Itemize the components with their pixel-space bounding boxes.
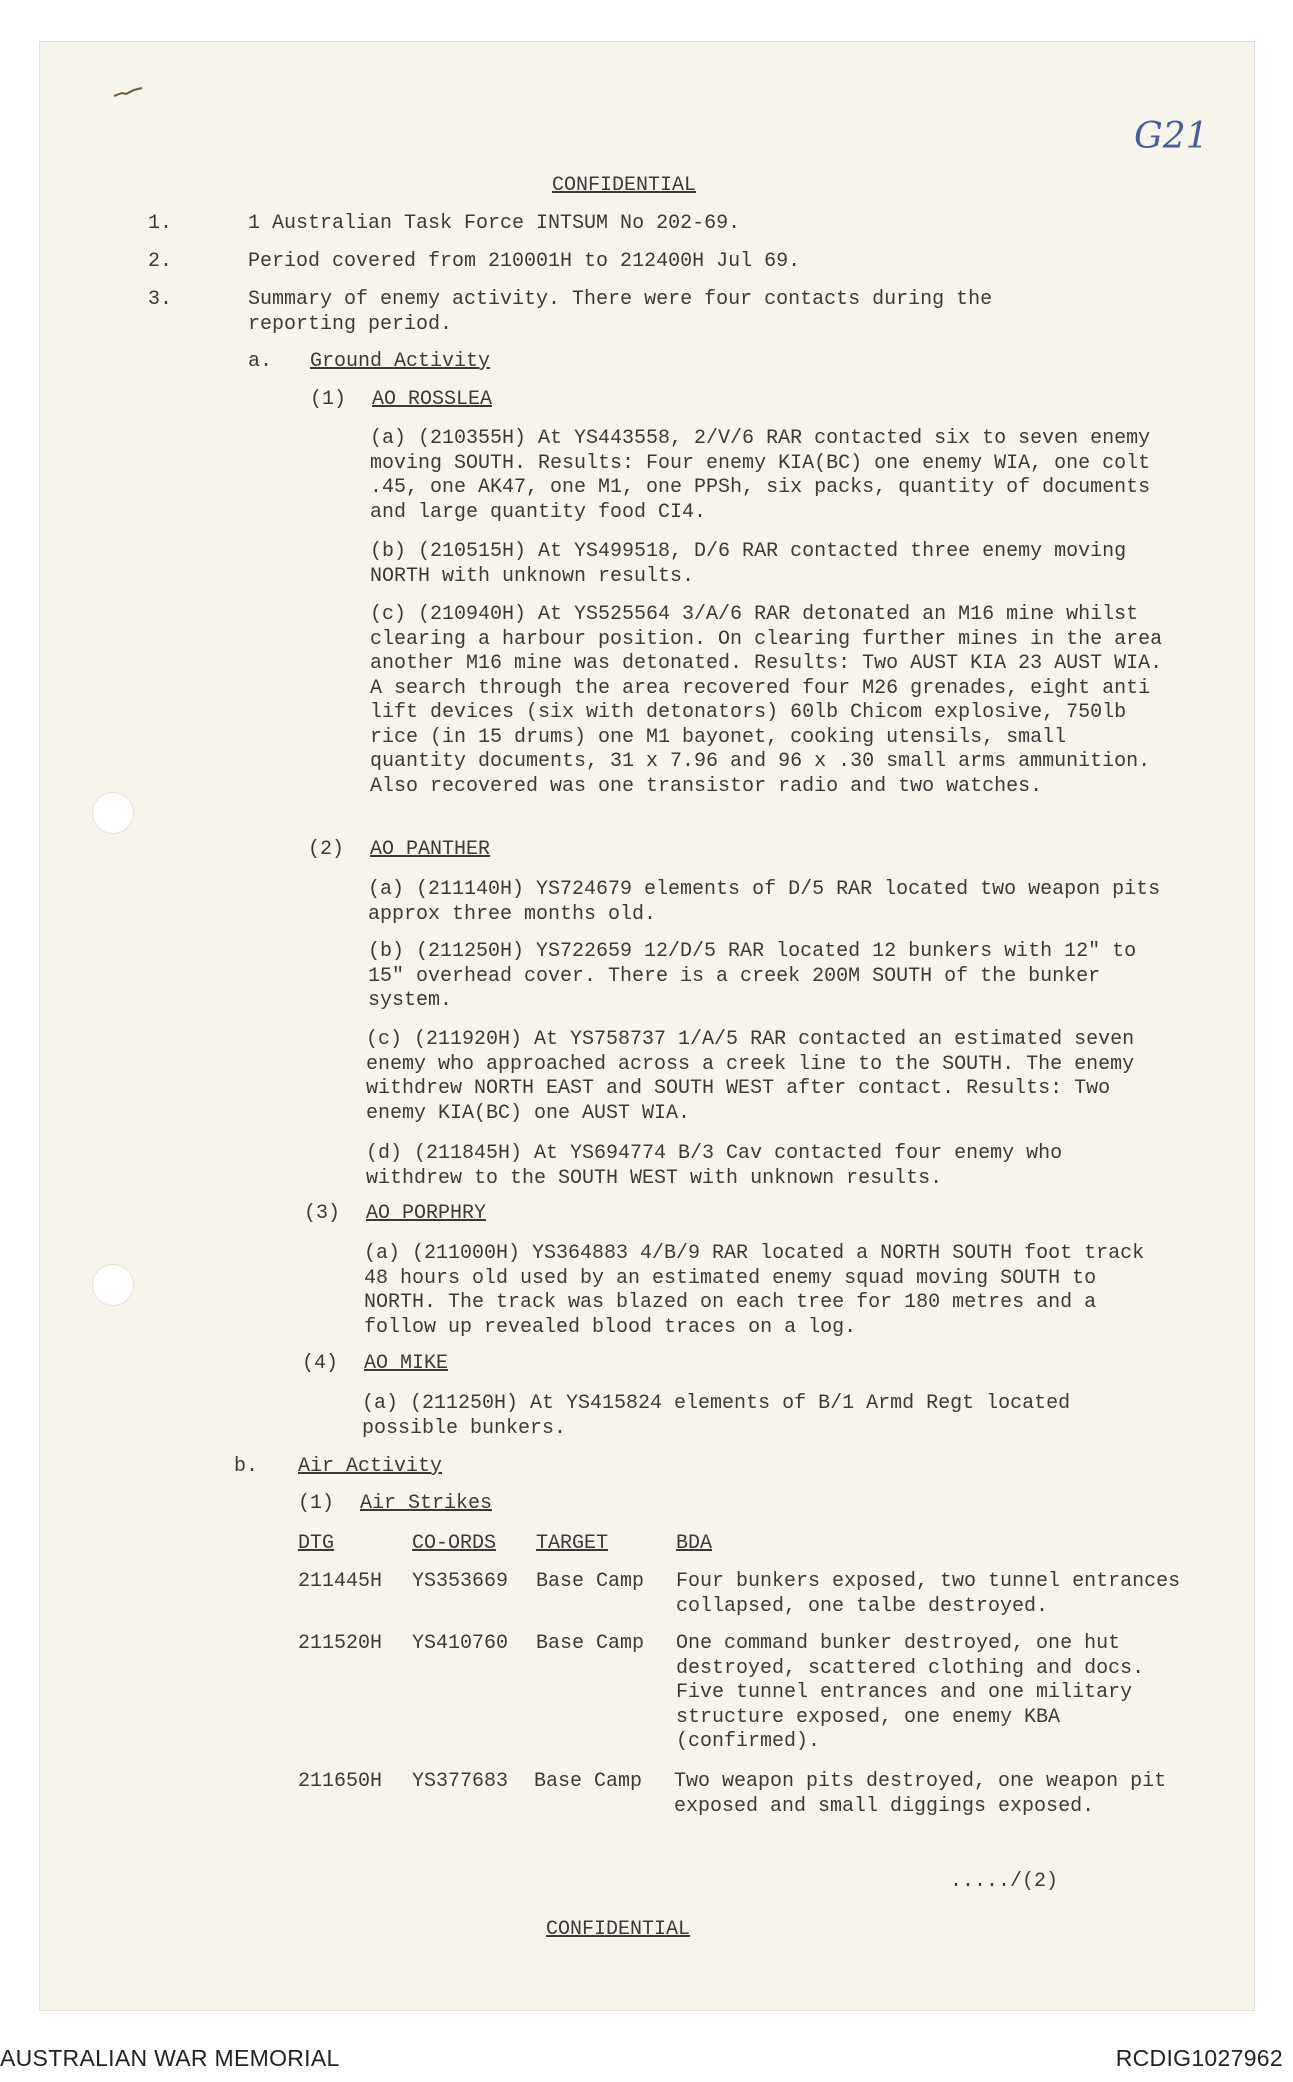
section-heading: Air Activity (298, 1455, 443, 1478)
subsection-heading: Air Strikes (360, 1492, 493, 1515)
item-number: 1. (148, 212, 173, 235)
section-heading: Ground Activity (310, 350, 491, 373)
section-letter: b. (234, 1455, 259, 1478)
table-cell-target: Base Camp (536, 1570, 645, 1593)
column-header-target: TARGET (536, 1532, 609, 1555)
table-cell-coords: YS353669 (412, 1570, 509, 1593)
footer-classification: CONFIDENTIAL (546, 1918, 691, 1941)
report-paragraph: (a) (210355H) At YS443558, 2/V/6 RAR contacted six to seven enemy moving SOUTH. Results: Four enemy KIA(BC) one enemy WIA, one colt .45, one AK47, one M1, one PPSh, six packs, quantity of documents and large quantity food CI4. (370, 427, 1151, 524)
column-header-bda: BDA (676, 1532, 713, 1555)
section-letter: a. (248, 350, 273, 373)
area-name: AO ROSSLEA (372, 388, 493, 411)
area-number: (2) (308, 838, 345, 861)
area-number: (1) (310, 388, 347, 411)
table-cell-dtg: 211445H (298, 1570, 383, 1593)
footer-record-id: RCDIG1027962 (1115, 2045, 1283, 2071)
report-paragraph: (a) (211140H) YS724679 elements of D/5 RAR located two weapon pits approx three months old. (368, 878, 1161, 926)
header-classification: CONFIDENTIAL (552, 174, 697, 197)
report-paragraph: (c) (211920H) At YS758737 1/A/5 RAR contacted an estimated seven enemy who approached across a creek line to the SOUTH. The enemy withdrew NORTH EAST and SOUTH WEST after contact. Results: Two enemy KIA(BC) one AUST WIA. (366, 1028, 1135, 1125)
area-name: AO PORPHRY (366, 1202, 487, 1225)
table-cell-dtg: 211520H (298, 1632, 383, 1655)
punch-hole-top (92, 792, 134, 834)
item-number: 2. (148, 250, 173, 273)
column-header-coords: CO-ORDS (412, 1532, 497, 1555)
subsection-number: (1) (298, 1492, 335, 1515)
area-name: AO MIKE (364, 1352, 449, 1375)
item-text: Summary of enemy activity. There were four contacts during the reporting period. (248, 288, 993, 336)
page-continuation: ...../(2) (950, 1870, 1059, 1893)
footer-credit: AUSTRALIAN WAR MEMORIAL (0, 2045, 340, 2071)
area-name: AO PANTHER (370, 838, 491, 861)
item-text: Period covered from 210001H to 212400H Jul 69. (248, 250, 801, 273)
report-paragraph: (c) (210940H) At YS525564 3/A/6 RAR detonated an M16 mine whilst clearing a harbour position. On clearing further mines in the area another M16 mine was detonated. Results: Two AUST KIA 23 AUST WIA. A search through the area recovered four M26 grenades, eight anti lift devices (six with detonators) 60lb Chicom explosive, 750lb rice (in 15 drums) one M1 bayonet, cooking utensils, small quantity documents, 31 x 7.96 and 96 x .30 small arms ammunition. Also recovered was one transistor radio and two watches. (370, 603, 1163, 798)
ink-mark-icon (112, 84, 152, 100)
report-paragraph: (b) (210515H) At YS499518, D/6 RAR contacted three enemy moving NORTH with unknown results. (370, 540, 1127, 588)
table-cell-dtg: 211650H (298, 1770, 383, 1793)
report-paragraph: (b) (211250H) YS722659 12/D/5 RAR located 12 bunkers with 12" to 15" overhead cover. There is a creek 200M SOUTH of the bunker system. (368, 940, 1137, 1012)
table-cell-target: Base Camp (534, 1770, 643, 1793)
table-cell-bda: Four bunkers exposed, two tunnel entrances collapsed, one talbe destroyed. (676, 1570, 1181, 1618)
table-cell-coords: YS377683 (412, 1770, 509, 1793)
table-cell-bda: Two weapon pits destroyed, one weapon pit exposed and small diggings exposed. (674, 1770, 1167, 1818)
item-number: 3. (148, 288, 173, 311)
report-paragraph: (a) (211250H) At YS415824 elements of B/1 Armd Regt located possible bunkers. (362, 1392, 1071, 1440)
archive-reference: G21 (1134, 116, 1209, 157)
report-paragraph: (d) (211845H) At YS694774 B/3 Cav contacted four enemy who withdrew to the SOUTH WEST with unknown results. (366, 1142, 1063, 1190)
item-text: 1 Australian Task Force INTSUM No 202-69. (248, 212, 741, 235)
report-paragraph: (a) (211000H) YS364883 4/B/9 RAR located a NORTH SOUTH foot track 48 hours old used by an estimated enemy squad moving SOUTH to NORTH. The track was blazed on each tree for 180 metres and a follow up revealed blood traces on a log. (364, 1242, 1145, 1339)
punch-hole-bottom (92, 1264, 134, 1306)
area-number: (4) (302, 1352, 339, 1375)
table-cell-target: Base Camp (536, 1632, 645, 1655)
area-number: (3) (304, 1202, 341, 1225)
table-cell-coords: YS410760 (412, 1632, 509, 1655)
column-header-dtg: DTG (298, 1532, 335, 1555)
table-cell-bda: One command bunker destroyed, one hut destroyed, scattered clothing and docs. Five tunnel entrances and one military structure exposed, one enemy KBA (confirmed). (676, 1632, 1145, 1753)
